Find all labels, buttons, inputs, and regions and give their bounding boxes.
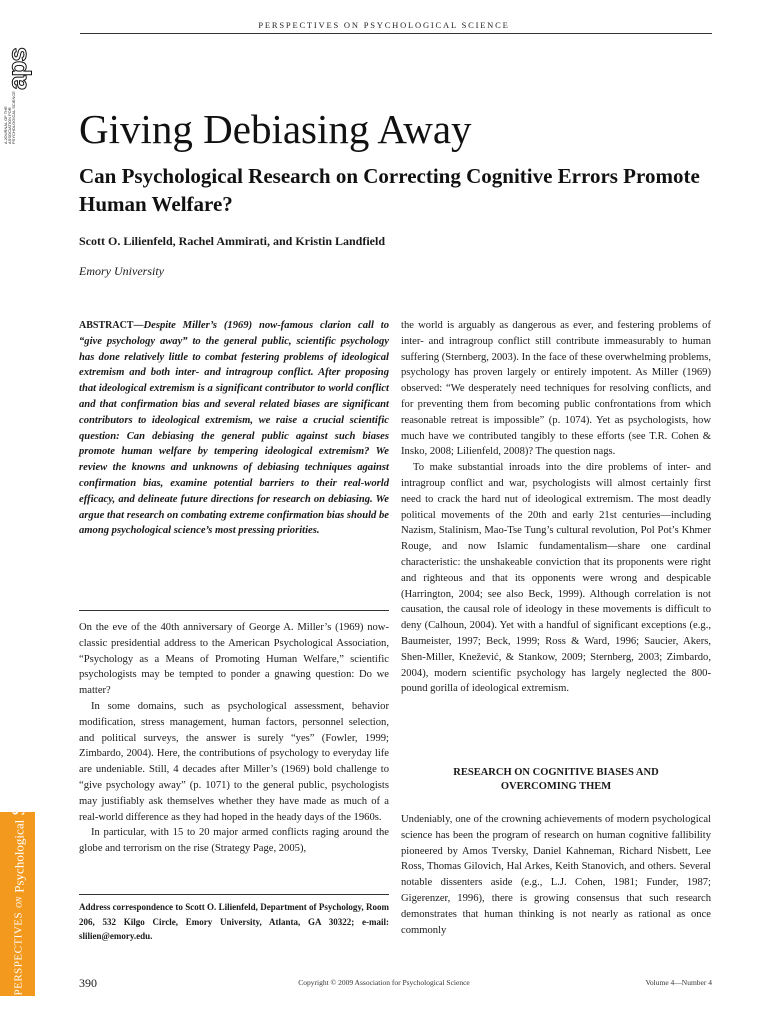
volume-number: Volume 4—Number 4: [645, 978, 712, 987]
aps-logo-letters: aps: [2, 48, 32, 90]
left-column: [79, 620, 389, 857]
abstract: [79, 318, 389, 539]
journal-side-brand: [0, 756, 35, 996]
page-number: 390: [79, 976, 97, 990]
journal-header: PERSPECTIVES ON PSYCHOLOGICAL SCIENCE: [258, 20, 510, 30]
article-subtitle: Can Psychological Research on Correcting Cognitive Errors Promote Human Welfare?: [79, 164, 700, 216]
paragraph: To make substantial inroads into the dire problems of inter- and intragroup conflict and war, psychologists will almost certainly first need to crack the hard nut of ideological extremism. The most deadly political movements of the 20th and early 21st centuries—including Nazism, Stalinism, Mao-Tse Tung’s cultural revolution, Pol Pot’s Khmer Rouge, and now Islamic fundamentalism—share one cardinal characteristic: the unshakeable conviction that its proponents were right and righteous and that its opponents were wrong and despicable (Harrington, 2004; see also Beck, 1999). Although correlation is not causation, the causal role of ideology in these movements is difficult to deny (Calhoun, 2004). Yet with a handful of significant exceptions (e.g., Baumeister, 1997; Beck, 1999; Ross & Ward, 1996; Saucier, Akers, Shen-Miller, Knežević, & Stankow, 2009; Sternberg, 2003; Zimbardo, 2004), modern scientific psychology has largely neglected the 800-pound gorilla of ideological extremism.: [401, 462, 711, 695]
paragraph: In some domains, such as psychological assessment, behavior modification, stress management, human factors, personnel selection, and political surveys, the answer is surely “yes” (Fowler, 1999; Zimbardo, 2004). Here, the contributions of psychology to everyday life are undeniable. Still, 4 decades after Miller’s (1969) bold challenge to “give psychology away” (p. 1071) to the general public, psychologists may justifiably ask themselves whether they have made as much of a real-world difference as they had hoped in the heady days of the 1960s.: [79, 700, 389, 823]
paragraph: Undeniably, one of the crowning achievements of modern psychological science has been the program of research on human cognitive fallibility pioneered by Amos Tversky, Daniel Kahneman, Richard Nisbett, Lee Ross, Thomas Gilovich, Hal Arkes, Keith Stanovich, and others. Several notable dissenters aside (e.g., L.J. Cohen, 1981; Funder, 1987; Gigerenzer, 1996), there is growing consensus that such research demonstrates that human thinking is not nearly as rational as once commonly: [401, 814, 711, 936]
author-list: Scott O. Lilienfeld, Rachel Ammirati, and Kristin Landfield: [79, 234, 386, 248]
paragraph: the world is arguably as dangerous as ever, and festering problems of inter- and intragroup conflict still contribute immeasurably to human suffering (Sternberg, 2003). In the face of these overwhelming problems, psychology has proven largely or entirely impotent. As Miller (1969) observed: “We desperately need techniques for resolving conflicts, and for preventing them from becoming public confrontations from which reasonable retreat is impossible” (p. 1074). Yet as psychologists, how much have we contributed tangibly to these efforts (see T.R. Cohen & Insko, 2008; Lilienfeld, 2008)? The question nags.: [401, 320, 711, 458]
right-column: [401, 318, 711, 697]
right-column-section: [401, 812, 711, 938]
aps-logo: [2, 26, 32, 144]
abstract-divider: [79, 610, 389, 611]
header-rule: [80, 33, 712, 34]
side-brand-word: Psychological: [11, 819, 27, 893]
side-brand-label: [1, 756, 36, 996]
side-brand-word: ON: [14, 896, 24, 908]
copyright-notice: Copyright © 2009 Association for Psychological Science: [298, 978, 470, 987]
article-title: Giving Debiasing Away: [79, 106, 472, 152]
correspondence-note: Address correspondence to Scott O. Lilienfeld, Department of Psychology, Room 206, 532 Kilgo Circle, Emory University, Atlanta, GA 30322; e-mail: slilien@emory.edu.: [79, 902, 389, 941]
affiliation: Emory University: [79, 264, 164, 278]
abstract-label: ABSTRACT—: [79, 320, 144, 331]
paragraph: In particular, with 15 to 20 major armed conflicts raging around the globe and terrorism on the rise (Strategy Page, 2005),: [79, 827, 389, 855]
aps-logo-tagline: A JOURNAL OF THE ASSOCIATION FOR PSYCHOLOGICAL SCIENCE: [3, 91, 16, 144]
side-brand-word: Science: [8, 756, 30, 816]
paragraph: On the eve of the 40th anniversary of George A. Miller’s (1969) now-classic presidential address to the American Psychological Association, “Psychology as a Means of Promoting Human Welfare,” scientific psychologists may be tempted to ponder a gnawing question: Do we matter?: [79, 622, 389, 697]
section-heading-line: RESEARCH ON COGNITIVE BIASES AND: [453, 767, 659, 778]
abstract-text: Despite Miller’s (1969) now-famous clarion call to “give psychology away” to the general public, scientific psychology has done relatively little to combat festering problems of ideological extremism and both inter- and intragroup conflict. After proposing that ideological extremism is a significant contributor to world conflict and that confirmation bias and several related biases are significant contributors to ideological extremism, we raise a crucial scientific question: Can debiasing the general public against such biases promote human welfare by tempering ideological extremism? We review the knowns and unknowns of debiasing techniques against confirmation bias, examine potential barriers to their real-world efficacy, and delineate future directions for research on debiasing. We argue that research on combating extreme confirmation bias should be among psychological science’s most pressing priorities.: [79, 320, 389, 537]
side-brand-word: PERSPECTIVES: [12, 911, 25, 996]
section-heading: [401, 766, 711, 794]
correspondence-divider: [79, 894, 389, 895]
section-heading-line: OVERCOMING THEM: [500, 781, 612, 792]
